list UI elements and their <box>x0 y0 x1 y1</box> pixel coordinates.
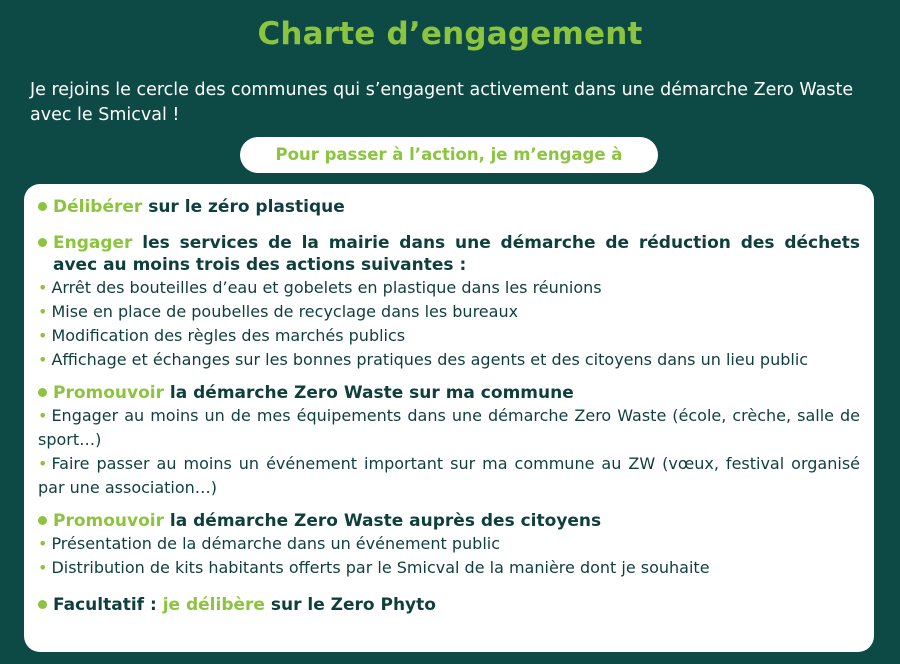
section-heading-text: les services de la mairie dans une démarche de réduction des déchets avec au moins trois des actions suivantes : <box>53 233 860 275</box>
bullet-icon: • <box>38 302 48 321</box>
list-item: • Arrêt des bouteilles d’eau et gobelets en plastique dans les réunions <box>38 278 602 297</box>
list-item: • Présentation de la démarche dans un événement public <box>38 534 501 553</box>
bullet-icon: • <box>38 326 48 345</box>
section-heading <box>38 510 860 532</box>
page-title: Charte d’engagement <box>257 16 643 52</box>
bullet-icon: • <box>38 558 48 577</box>
section-keyword: Engager <box>53 233 133 253</box>
section-heading-text: la démarche Zero Waste sur ma commune <box>164 383 574 403</box>
list-item: • Affichage et échanges sur les bonnes pratiques des agents et des citoyens dans un lieu public <box>38 350 809 369</box>
list-item: • Modification des règles des marchés publics <box>38 326 406 345</box>
section-heading <box>38 196 860 218</box>
section-heading-text: sur le Zero Phyto <box>264 595 436 615</box>
bullet-icon: • <box>38 278 48 297</box>
section-heading-text: sur le zéro plastique <box>142 197 345 217</box>
section-keyword: je délibère <box>162 595 265 615</box>
section-deliberer <box>38 196 860 218</box>
bullet-icon: • <box>38 534 48 553</box>
bullet-icon: • <box>38 350 48 369</box>
section-heading <box>38 594 860 616</box>
section-facultatif <box>38 594 860 616</box>
section-keyword: Délibérer <box>53 197 143 217</box>
bullet-icon: • <box>38 406 48 425</box>
list-item: • Faire passer au moins un événement important sur ma commune au ZW (vœux, festival organisé par une association…) <box>38 454 860 497</box>
intro-text: Je rejoins le cercle des communes qui s’engagent activement dans une démarche Zero Waste avec le Smicval ! <box>30 80 854 125</box>
section-promouvoir-citoyens <box>38 510 860 580</box>
section-engager <box>38 232 860 372</box>
section-prefix: Facultatif : <box>53 595 163 615</box>
section-promouvoir-commune <box>38 382 860 500</box>
list-item: • Engager au moins un de mes équipements dans une démarche Zero Waste (école, crèche, salle de sport…) <box>38 406 860 449</box>
section-heading <box>38 232 860 276</box>
commitments-card <box>24 184 874 652</box>
section-keyword: Promouvoir <box>53 511 164 531</box>
bullet-dot-icon <box>38 202 47 211</box>
section-heading-text: la démarche Zero Waste auprès des citoyens <box>164 511 602 531</box>
list-item: • Mise en place de poubelles de recyclage dans les bureaux <box>38 302 519 321</box>
section-keyword: Promouvoir <box>53 383 164 403</box>
bullet-dot-icon <box>38 600 47 609</box>
commitment-banner: Pour passer à l’action, je m’engage à <box>240 137 658 173</box>
section-heading <box>38 382 860 404</box>
bullet-dot-icon <box>38 238 47 247</box>
list-item: • Distribution de kits habitants offerts par le Smicval de la manière dont je souhaite <box>38 558 710 577</box>
bullet-icon: • <box>38 454 48 473</box>
bullet-dot-icon <box>38 388 47 397</box>
bullet-dot-icon <box>38 516 47 525</box>
